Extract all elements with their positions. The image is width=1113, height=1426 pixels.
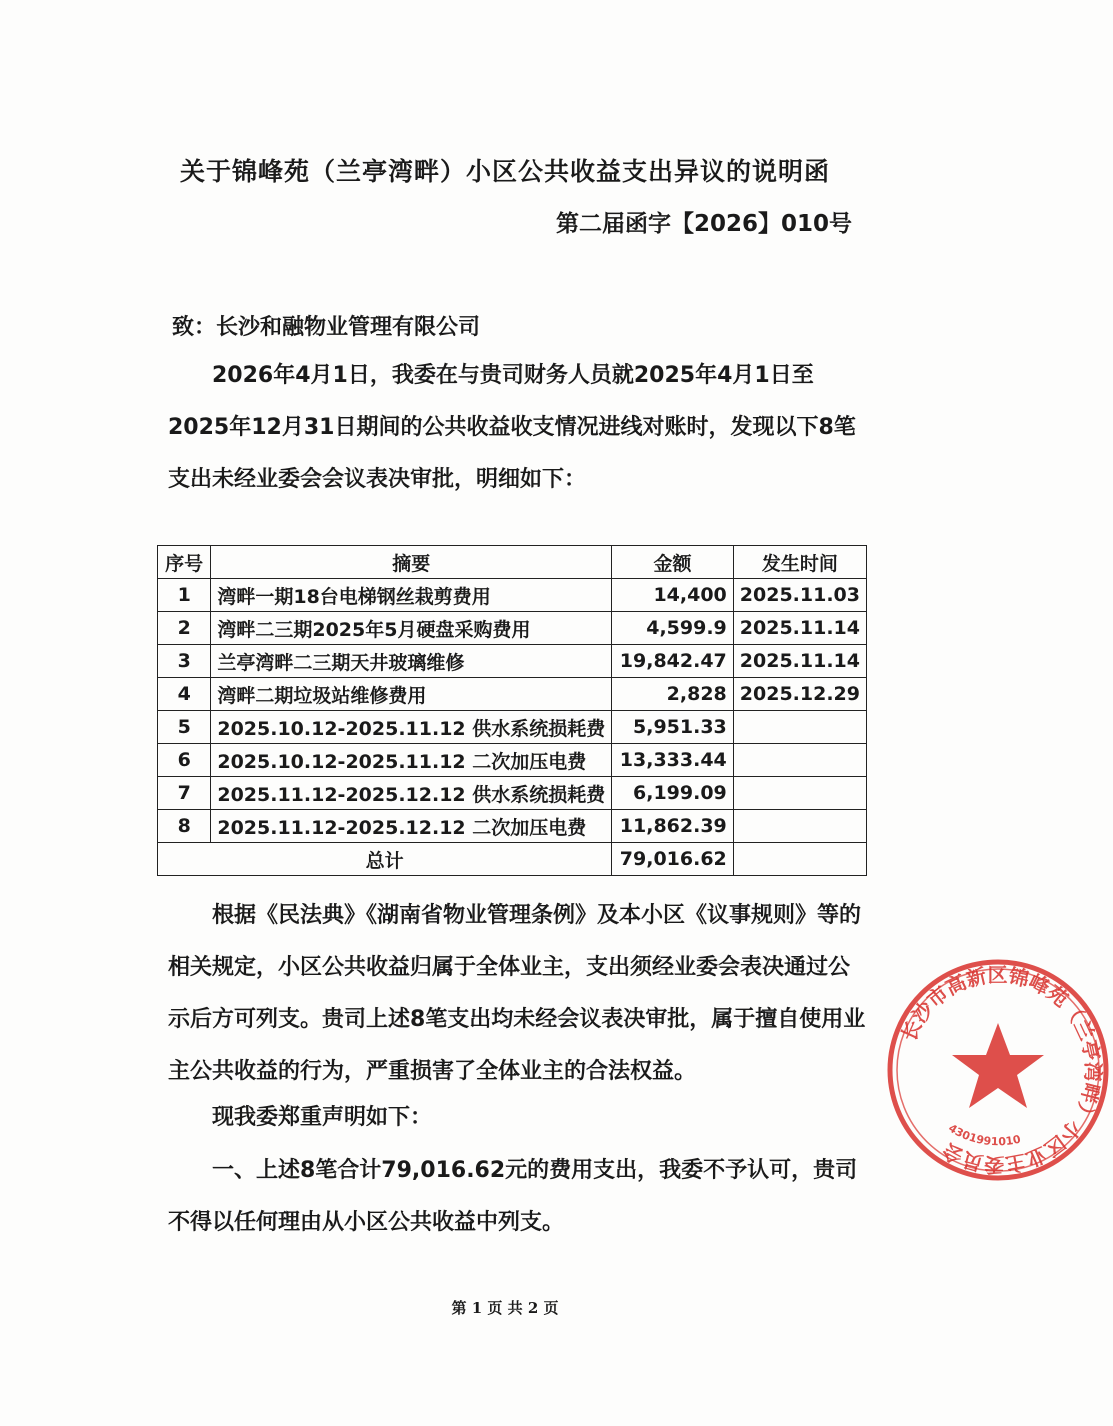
row-desc: 2025.10.12-2025.11.12 供水系统损耗费	[211, 711, 612, 744]
declaration-text: 现我委郑重声明如下：	[212, 1105, 433, 1130]
table-row	[158, 777, 867, 810]
legal-basis-text: 根据《民法典》《湖南省物业管理条例》及本小区《议事规则》等的相关规定，小区公共收益归属于全体业主，支出须经业委会表决通过公示后方可列支。贵司上述8笔支出均未经会议表决审批，属于擅自使用业主公共收益的行为，严重损害了全体业主的合法权益。	[168, 903, 866, 1084]
row-date	[733, 744, 866, 777]
row-desc: 2025.11.12-2025.12.12 二次加压电费	[211, 810, 612, 843]
row-desc: 湾畔二期垃圾站维修费用	[211, 678, 612, 711]
table-row	[158, 810, 867, 843]
row-no: 3	[158, 645, 211, 678]
row-date	[733, 777, 866, 810]
total-date-empty	[733, 843, 866, 876]
document-title: 关于锦峰苑（兰亭湾畔）小区公共收益支出异议的说明函	[179, 157, 830, 186]
row-no: 6	[158, 744, 211, 777]
header-date: 发生时间	[733, 546, 866, 579]
row-date	[733, 711, 866, 744]
row-date: 2025.11.03	[733, 579, 866, 612]
total-amount: 79,016.62	[612, 843, 734, 876]
row-amount: 13,333.44	[612, 744, 734, 777]
row-no: 7	[158, 777, 211, 810]
table-row	[158, 645, 867, 678]
row-amount: 4,599.9	[612, 612, 734, 645]
intro-paragraph-text: 2026年4月1日，我委在与贵司财务人员就2025年4月1日至2025年12月31日期间的公共收益收支情况进线对账时，发现以下8笔支出未经业委会会议表决审批，明细如下：	[168, 363, 856, 492]
document-number: 第二届函字【2026】010号	[555, 211, 852, 237]
row-no: 4	[158, 678, 211, 711]
header-no: 序号	[158, 546, 211, 579]
header-amount: 金额	[612, 546, 734, 579]
table-row	[158, 678, 867, 711]
item-one-paragraph	[168, 1145, 868, 1249]
row-amount: 14,400	[612, 579, 734, 612]
row-date	[733, 810, 866, 843]
expense-table	[157, 545, 867, 876]
row-amount: 19,842.47	[612, 645, 734, 678]
addressee: 致：长沙和融物业管理有限公司	[172, 315, 481, 340]
row-amount: 5,951.33	[612, 711, 734, 744]
intro-paragraph	[168, 350, 868, 506]
page-footer: 第 1 页 共 2 页	[451, 1299, 559, 1317]
row-amount: 11,862.39	[612, 810, 734, 843]
row-desc: 2025.10.12-2025.11.12 二次加压电费	[211, 744, 612, 777]
row-no: 8	[158, 810, 211, 843]
row-desc: 2025.11.12-2025.12.12 供水系统损耗费	[211, 777, 612, 810]
row-desc: 湾畔一期18台电梯钢丝栽剪费用	[211, 579, 612, 612]
table-row	[158, 612, 867, 645]
total-label: 总计	[158, 843, 612, 876]
header-desc: 摘要	[211, 546, 612, 579]
seal-star-icon	[952, 1023, 1044, 1108]
table-row	[158, 744, 867, 777]
row-date: 2025.11.14	[733, 612, 866, 645]
legal-basis-paragraph	[168, 890, 868, 1098]
row-no: 1	[158, 579, 211, 612]
seal-arc-textpath: 长沙市高新区锦峰苑（兰亭湾畔）小区业主委员会	[896, 962, 1106, 1178]
table-row	[158, 579, 867, 612]
table-header-row	[158, 546, 867, 579]
table-row	[158, 711, 867, 744]
row-desc: 兰亭湾畔二三期天井玻璃维修	[211, 645, 612, 678]
row-date: 2025.12.29	[733, 678, 866, 711]
row-date: 2025.11.14	[733, 645, 866, 678]
declaration-paragraph	[168, 1092, 868, 1144]
row-amount: 6,199.09	[612, 777, 734, 810]
row-desc: 湾畔二三期2025年5月硬盘采购费用	[211, 612, 612, 645]
item-one-text: 一、上述8笔合计79,016.62元的费用支出，我委不予认可，贵司不得以任何理由从小区公共收益中列支。	[168, 1158, 858, 1235]
table-total-row	[158, 843, 867, 876]
row-no: 2	[158, 612, 211, 645]
seal-code-textpath: 4301991010	[946, 1121, 1022, 1149]
row-no: 5	[158, 711, 211, 744]
committee-seal	[883, 955, 1113, 1185]
row-amount: 2,828	[612, 678, 734, 711]
